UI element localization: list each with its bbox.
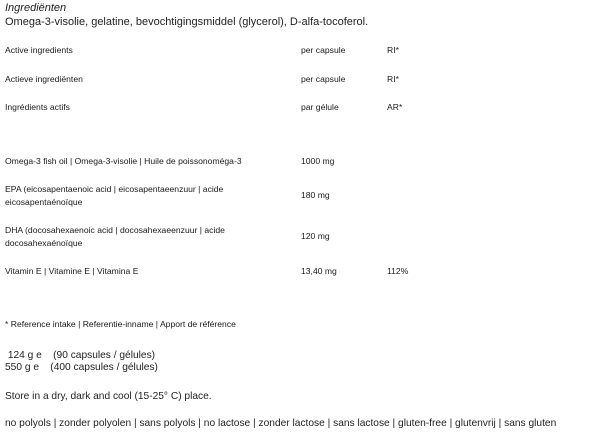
package-size-1: 124 g e (90 capsules / gélules) — [5, 350, 156, 361]
nutrient-ri: 112% — [387, 266, 409, 276]
nutrient-amount: 1000 mg — [301, 156, 335, 166]
storage-instructions: Store in a dry, dark and cool (15-25° C) place. — [5, 391, 212, 402]
nutrient-label: EPA (eicosapentaenoic acid | eicosapentaeenzuur | acide eicosapentaénoïque — [5, 184, 224, 207]
nutrient-amount: 13,40 mg — [301, 266, 337, 276]
nutrient-amount: 120 mg — [301, 231, 330, 241]
header-label: Active ingredients — [5, 45, 73, 55]
nutrient-label: Vitamin E | Vitamine E | Vitamina E — [5, 266, 139, 276]
header-unit: par gélule — [301, 102, 339, 112]
free-from-list: no polyols | zonder polyolen | sans polyols | no lactose | zonder lactose | sans lactose | gluten-free | glutenvrij | sans gluten — [5, 418, 557, 429]
header-label: Ingrédients actifs — [5, 102, 70, 112]
package-size-2: 550 g e (400 capsules / gélules) — [5, 362, 158, 373]
nutrient-label: DHA (docosahexaenoic acid | docosahexaeenzuur | acide docosahexaénoïque — [5, 225, 225, 248]
reference-note: * Reference intake | Referentie-inname | Apport de référence — [5, 319, 236, 329]
ingredients-heading: Ingrediënten — [5, 2, 67, 14]
header-unit: per capsule — [301, 45, 346, 55]
nutrient-label: Omega-3 fish oil | Omega-3-visolie | Huile de poissonoméga-3 — [5, 156, 242, 166]
header-ref: RI* — [387, 74, 399, 84]
header-label: Actieve ingrediënten — [5, 74, 83, 84]
header-ref: RI* — [387, 45, 399, 55]
nutrient-amount: 180 mg — [301, 190, 330, 200]
ingredients-line: Omega-3-visolie, gelatine, bevochtigingsmiddel (glycerol), D-alfa-tocoferol. — [5, 16, 369, 28]
header-ref: AR* — [387, 102, 403, 112]
header-unit: per capsule — [301, 74, 346, 84]
